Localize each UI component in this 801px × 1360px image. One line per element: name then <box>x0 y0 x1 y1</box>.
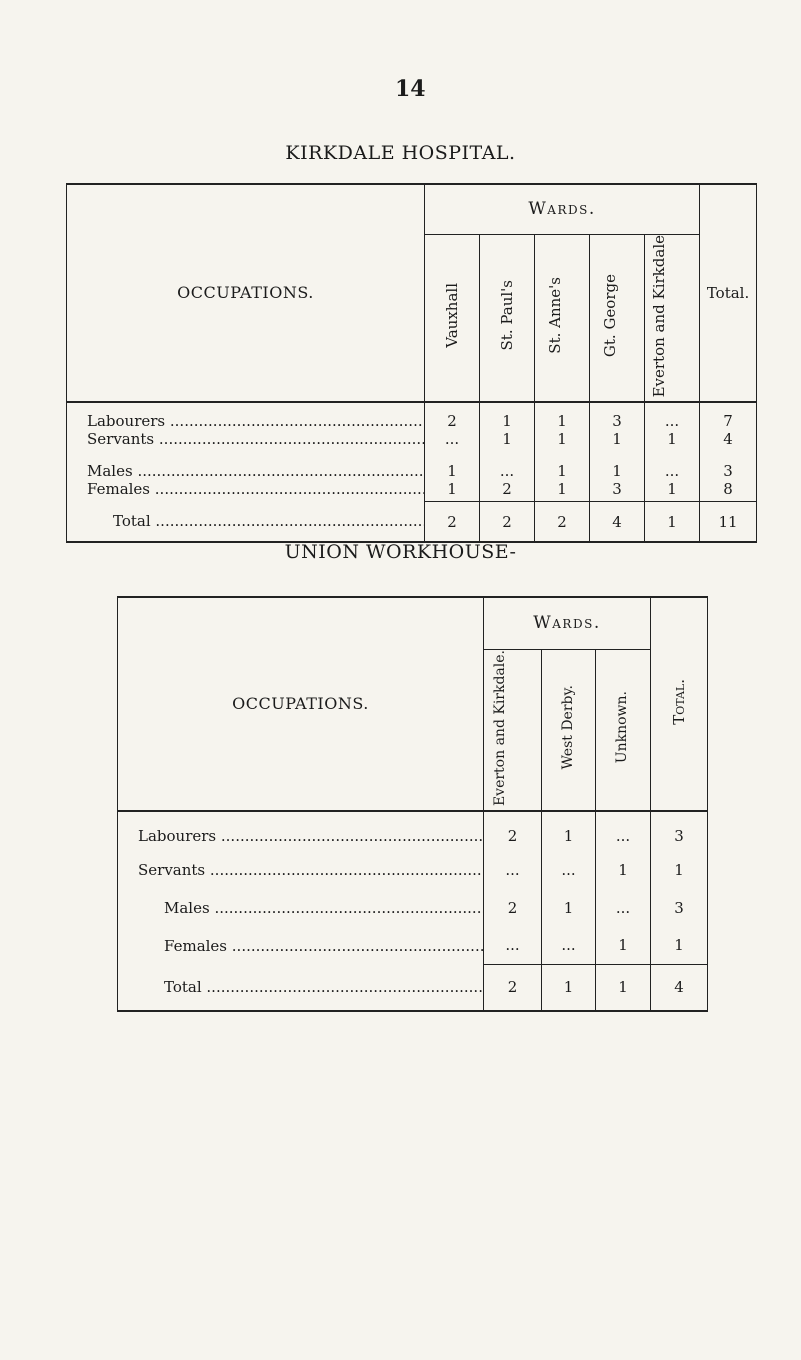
ward-column-header: Everton and Kirkdale. <box>484 649 542 811</box>
total-header: Total. <box>700 184 757 402</box>
page-number: 14 <box>395 76 426 102</box>
table-row: Males ..... 2 1 ... 3 <box>118 889 708 927</box>
ward-column-header: West Derby. <box>542 649 596 811</box>
table-row: Servants ..... ... ... 1 1 <box>118 851 708 889</box>
union-workhouse-table <box>117 596 708 1012</box>
ward-column-header: Gt. George <box>590 234 645 402</box>
ward-column-header: St. Anne's <box>535 234 590 402</box>
occupations-header: OCCUPATIONS. <box>67 184 425 402</box>
total-row: Total ..... 2 1 1 4 <box>118 965 708 1011</box>
table-row: Females ..... ... ... 1 1 <box>118 927 708 965</box>
table-row: Labourers ..... 2 1 ... 3 <box>118 811 708 851</box>
union-workhouse-title: UNION WORKHOUSE- <box>284 541 517 563</box>
kirkdale-hospital-table <box>66 183 757 543</box>
ward-column-header: Everton and Kirkdale <box>645 234 700 402</box>
table-row: Females ..... 1 2 1 3 1 8 <box>67 480 757 502</box>
table-row: Labourers ..... 2 1 1 3 ... 7 <box>67 402 757 430</box>
occupations-header: OCCUPATIONS. <box>118 597 484 811</box>
ward-column-header: Unknown. <box>596 649 651 811</box>
wards-header: Wards. <box>425 184 700 234</box>
ward-column-header: Vauxhall <box>425 234 480 402</box>
wards-header: Wards. <box>484 597 651 649</box>
table-row: Servants ..... ... 1 1 1 1 4 <box>67 430 757 452</box>
kirkdale-hospital-title: KIRKDALE HOSPITAL. <box>285 142 516 164</box>
total-row: Total ..... 2 2 2 4 1 11 <box>67 502 757 542</box>
ward-column-header: St. Paul's <box>480 234 535 402</box>
table-row: Males ..... 1 ... 1 1 ... 3 <box>67 452 757 480</box>
total-header: Total. <box>651 597 708 811</box>
